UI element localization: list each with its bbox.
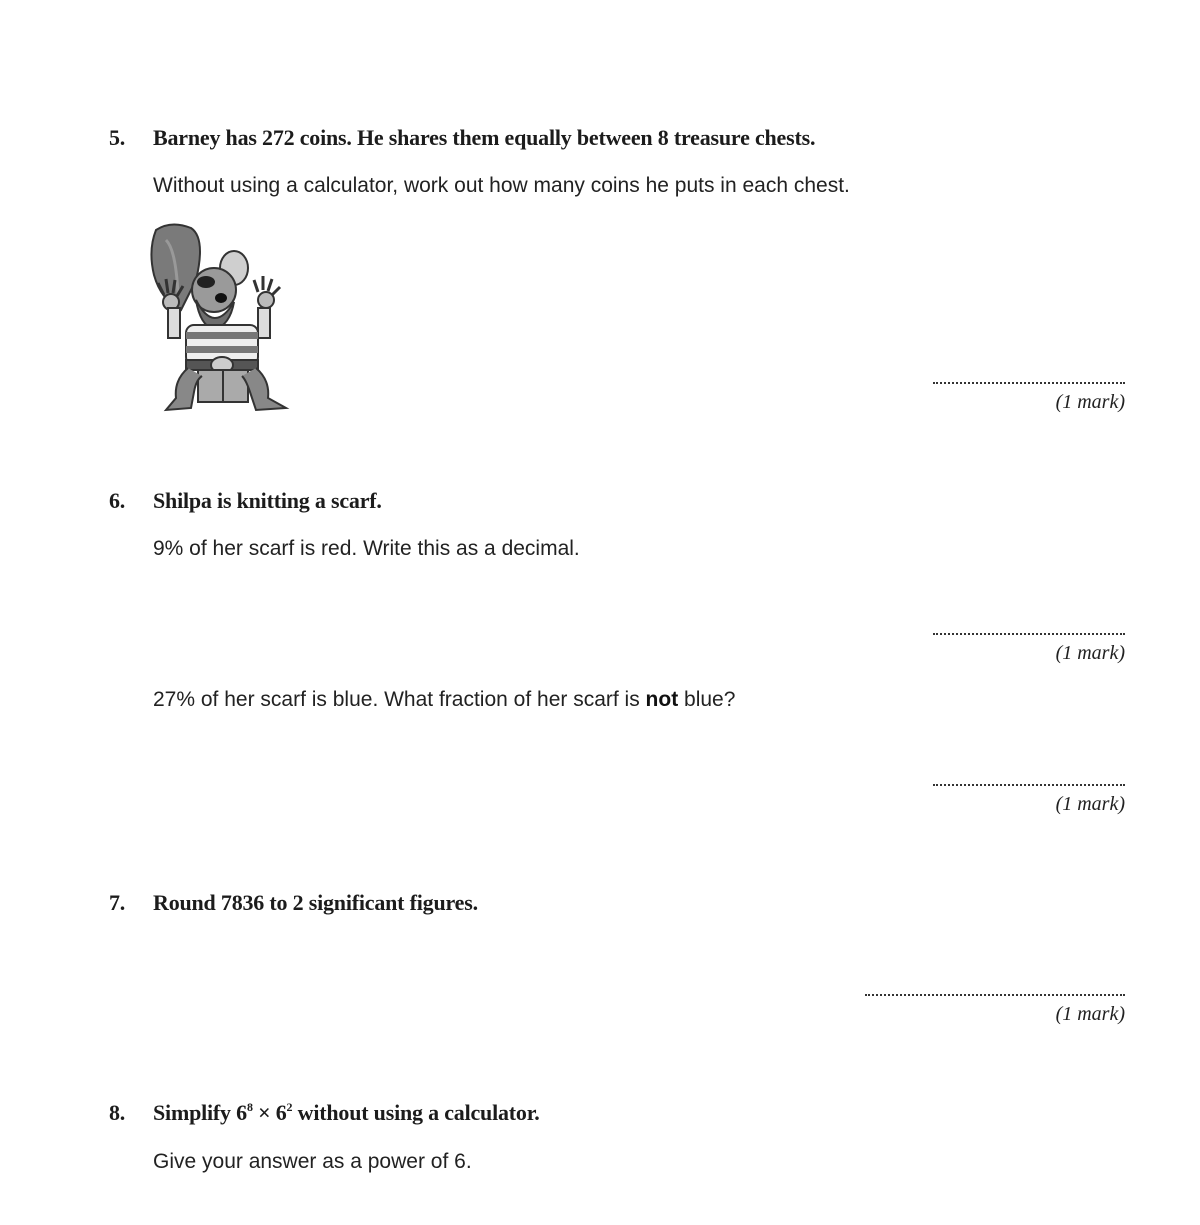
question-8-heading: 8. Simplify $6^8 \times 6^2$ without using a calculator. [109,1100,540,1125]
question-6b-answer [933,778,1125,816]
answer-line[interactable] [933,627,1125,635]
question-6a-answer [933,627,1125,665]
question-6b-text: 27% of her scarf is blue. What fraction of her scarf is not blue? [153,688,736,711]
question-number: 5. [109,125,126,150]
mark-allocation: (1 mark) [1055,793,1125,815]
answer-line[interactable] [933,376,1125,384]
mark-allocation: (1 mark) [1055,1003,1125,1025]
question-6a-text: 9% of her scarf is red. Write this as a decimal. [153,537,580,560]
question-number: 6. [109,488,126,513]
question-5-answer [933,376,1125,414]
question-7-answer [865,988,1125,1026]
pirate-on-treasure-chest-illustration [146,220,306,415]
question-heading-text: Round 7836 to 2 significant figures. [153,890,478,915]
mark-allocation: (1 mark) [1055,391,1125,413]
question-heading-text: Barney has 272 coins. He shares them equally between 8 treasure chests. [153,125,816,150]
exponent: 8 [246,1100,253,1114]
question-6-heading [109,487,382,515]
mark-allocation: (1 mark) [1055,642,1125,664]
answer-line[interactable] [865,988,1125,996]
answer-line[interactable] [933,778,1125,786]
question-7-heading [109,889,478,917]
question-number: 7. [109,890,126,915]
question-heading-text: Shilpa is knitting a scarf. [153,488,382,513]
question-5-instruction: Without using a calculator, work out how many coins he puts in each chest. [153,174,850,197]
question-5-heading [109,124,815,152]
emphasis-not: not [645,688,679,711]
question-number: 8. [109,1100,126,1125]
exponent: 2 [286,1100,293,1114]
question-8-instruction: Give your answer as a power of 6. [153,1150,472,1173]
